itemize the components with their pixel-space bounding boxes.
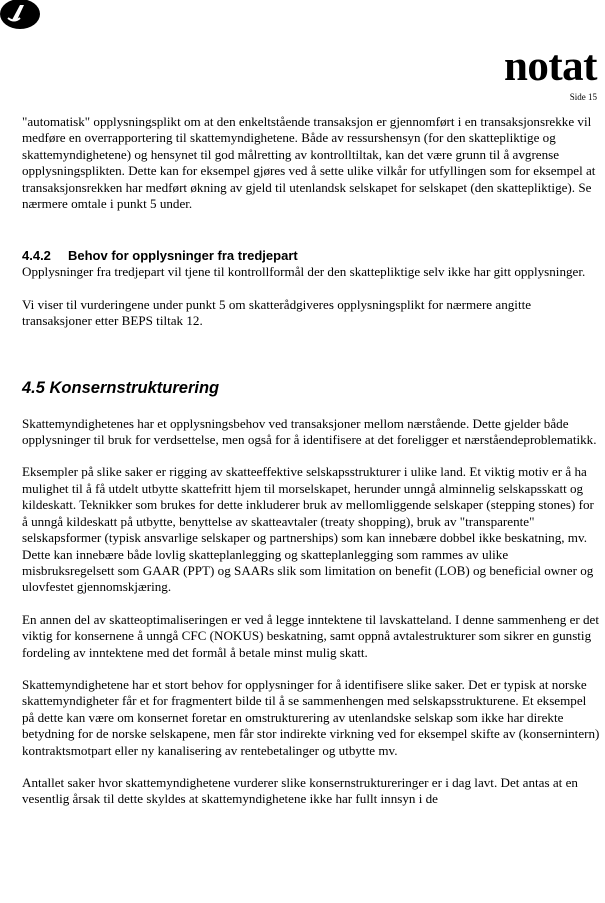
paragraph: "automatisk" opplysningsplikt om at den enkeltstående transaksjon er gjennomført i en transaksjonsrekke vil medføre en overrapportering til skattemyndighetene. Både av ressurshensyn (for den skattepliktige og skattemyndighetene) og hensynet til god målretting av kontrolltiltak, kan det være grunn til å avgrense opplysningsplikten. Dette kan for eksempel gjøres ved å sette ulike vilkår for utfyllingen som for eksempel at transaksjonsrekken har medført økning av gjeld til utenlandsk selskapet for selskapet (den skattepliktige). Se nærmere omtale i punkt 5 under.	[22, 114, 596, 212]
paragraph: Eksempler på slike saker er rigging av skatteeffektive selskapsstrukturer i ulike land. Et viktig motiv er å ha mulighet til å få utdelt utbytte skattefritt hjem til morselskapet, herunder unngå alminnelig selskapsskatt og kildeskatt. Teknikker som brukes for dette inkluderer bruk av mellomliggende selskaper (stepping stones) for å unngå kildeskatt på utbytte, benyttelse av skatteavtaler (treaty shopping), bruk av "transparente" selskapsformer (typisk ansvarlige selskaper og partnerships) som kan innebære dobbel ikke beskatning, mv. Dette kan innebære både lovlig skatteplanlegging og skatteplanlegging som rammes av ulike misbruksregelsett som GAAR (PPT) og SAARs slik som limitation on benefit (LOB) og beneficial owner og ulovfestet gjennomskjæring.	[22, 464, 594, 595]
document-title: notat	[503, 43, 597, 90]
logo-icon	[0, 0, 44, 32]
section-heading-4-5: 4.5 Konsernstrukturering	[22, 378, 220, 397]
paragraph: Antallet saker hvor skattemyndighetene vurderer slike konsernstruktureringer er i dag lavt. Det antas at en vesentlig årsak til dette skyldes at skattemyndighetene ikke har fullt innsyn i de	[22, 774, 578, 807]
page-number: Side 15	[569, 92, 597, 102]
paragraph: En annen del av skatteoptimaliseringen er ved å legge inntektene til lavskatteland. I denne sammenheng er det viktig for konsernene å unngå CFC (NOKUS) beskatning, samt oppnå avtalestrukturer som sikrer en gunstig fordeling av inntektene med det formål å betale minst mulig skatt.	[22, 611, 600, 660]
paragraph: Vi viser til vurderingene under punkt 5 om skatterådgiveres opplysningsplikt for nærmere angitte transaksjoner etter BEPS tiltak 12.	[22, 296, 532, 329]
paragraph: Skattemyndighetenes har et opplysningsbehov ved transaksjoner mellom nærstående. Dette gjelder både opplysninger til bruk for verdsettelse, men også for å identifisere at det foreligger et nærståendeproblematikk.	[22, 415, 597, 448]
paragraph: Opplysninger fra tredjepart vil tjene til kontrollformål der den skattepliktige selv ikke har gitt opplysninger.	[22, 264, 586, 280]
document-body	[22, 114, 600, 808]
section-title: Behov for opplysninger fra tredjepart	[68, 248, 298, 264]
section-number: 4.4.2	[22, 248, 51, 264]
paragraph: Skattemyndighetene har et stort behov for opplysninger for å identifisere slike saker. Det er typisk at norske skattemyndigheter får et for fragmentert bilde til å se sammenhengen med selskapsstrukturene. Et eksempel på dette kan være om konsernet foretar en omstrukturering av utenlandske selskap som ikke har direkte betydning for de norske selskapene, men får stor indirekte virkning ved for eksempel skifte av (konsernintern) kontraktsmotpart eller ny kanalisering av rentebetalinger og utbytte mv.	[22, 676, 600, 758]
section-heading-4-4-2	[22, 248, 600, 264]
